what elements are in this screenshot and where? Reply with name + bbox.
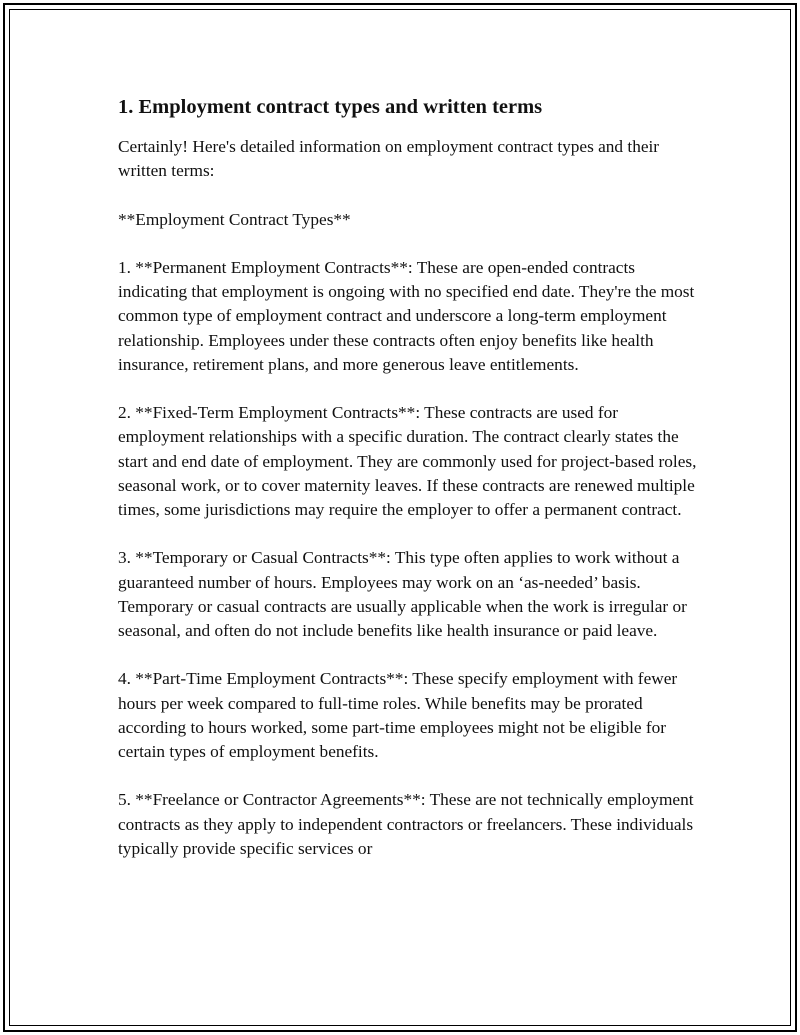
fixed-term-contracts-paragraph: 2. **Fixed-Term Employment Contracts**: These contracts are used for employment relationships with a specific duration. The contract clearly states the start and end date of employment. They are commonly used for project-based roles, seasonal work, or to cover maternity leaves. If these contracts are renewed multiple times, some jurisdictions may require the employer to offer a permanent contract.: [118, 403, 697, 519]
section-heading: 1. Employment contract types and written terms: [118, 96, 543, 118]
permanent-contracts-paragraph: 1. **Permanent Employment Contracts**: These are open-ended contracts indicating that employment is ongoing with no specified end date. They're the most common type of employment contract and underscore a long-term employment relationship. Employees under these contracts often enjoy benefits like health insurance, retirement plans, and more generous leave entitlements.: [118, 257, 695, 374]
part-time-contracts-paragraph: 4. **Part-Time Employment Contracts**: These specify employment with fewer hours per week compared to full-time roles. While benefits may be prorated according to hours worked, some part-time employees might not be eligible for certain types of employment benefits.: [118, 669, 678, 761]
intro-paragraph: Certainly! Here's detailed information on employment contract types and their written terms:: [118, 137, 660, 181]
freelance-agreements-paragraph: 5. **Freelance or Contractor Agreements**: These are not technically employment contracts as they apply to independent contractors or freelancers. These individuals typically provide specific services or: [118, 790, 694, 858]
temporary-contracts-paragraph: 3. **Temporary or Casual Contracts**: This type often applies to work without a guaranteed number of hours. Employees may work on an ‘as-needed’ basis. Temporary or casual contracts are usually applicable when the work is irregular or seasonal, and often do not include benefits like health insurance or paid leave.: [118, 548, 687, 640]
document-body: [118, 93, 698, 885]
contract-types-subheading: **Employment Contract Types**: [118, 209, 351, 229]
